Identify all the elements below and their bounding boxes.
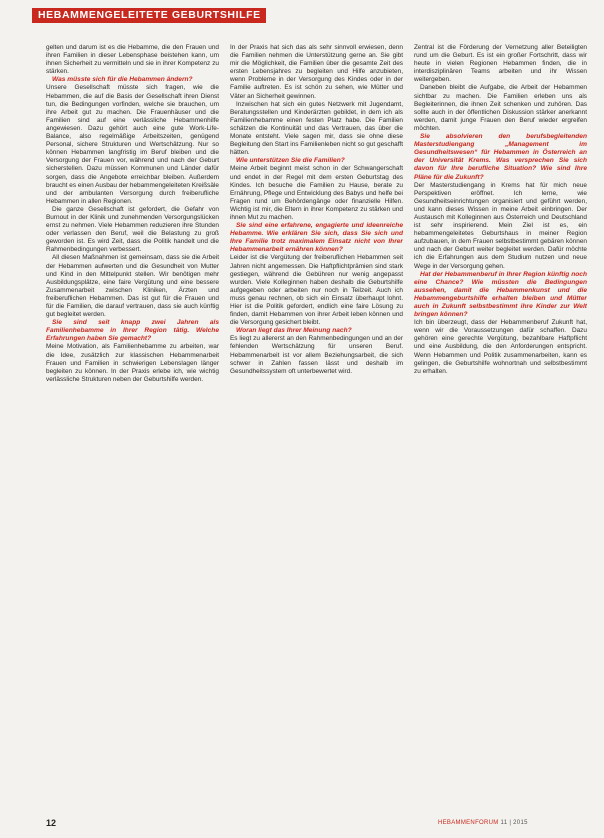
body-paragraph: Meine Motivation, als Familienhebamme zu arbeiten, war die Idee, zusätzlich zur klassischen Hebammenarbeit Frauen und Familien in schwierigen Lebenslagen länger begleiten zu können. In der Praxis erlebe ich, wie wichtig verlässliche Strukturen neben der Geburtshilfe werden.: [46, 343, 219, 383]
magazine-footer: [438, 820, 528, 826]
body-paragraph: Daneben bleibt die Aufgabe, die Arbeit der Hebammen sichtbar zu machen. Die Familien erleben uns als Begleiterinnen, die ihnen Zeit schenken und zuhören. Das sollte auch in der öffentlichen Diskussion stärker anerkannt werden, damit junge Frauen den Beruf wieder ergreifen möchten.: [414, 84, 587, 132]
magazine-issue: 11 | 2015: [500, 820, 528, 826]
interview-question: Woran liegt das Ihrer Meinung nach?: [236, 327, 352, 335]
page-number: 12: [46, 818, 57, 828]
interview-question: Sie absolvieren den berufsbegleitenden Masterstudiengang „Management im Gesundheitswesen“ für Hebammen in Österreich an der Universität Krems. Was versprechen Sie sich davon für Ihre berufliche Situation? Wie sind Ihre Pläne für die Zukunft?: [414, 133, 587, 181]
interview-question: Hat der Hebammenberuf in Ihrer Region künftig noch eine Chance? Wie müssten die Bedingungen aussehen, damit die Hebammenkunst und die Hebammengeburtshilfe erhalten bleiben und Mütter auch in Zukunft selbstbestimmt ihre Kinder zur Welt bringen können?: [414, 270, 587, 319]
magazine-name: HEBAMMENFORUM: [438, 820, 499, 826]
body-paragraph: Zentral ist die Förderung der Vernetzung aller Beteiligten rund um die Geburt. Es ist ein großer Fortschritt, dass wir heute in vielen Regionen Hebammen finden, die in interdisziplinären Teams arbeiten und ihr Wissen weitergeben.: [414, 44, 587, 84]
body-paragraph: Der Masterstudiengang in Krems hat für mich neue Perspektiven eröffnet. Ich lerne, wie Gesundheitseinrichtungen organisiert und geführt werden, und kann dieses Wissen in meine Arbeit einbringen. Der Austausch mit Kolleginnen aus Österreich und Deutschland ist sehr inspirierend. Mein Ziel ist es, ein hebammengeleitetes Geburtshaus in meiner Region aufzubauen, in dem Frauen selbstbestimmt gebären können und nach der Geburt weiter begleitet werden. Dafür möchte ich die Erfahrungen aus dem Studium nutzen und neue Wege in der Versorgung gehen.: [414, 181, 587, 270]
text-column-2: [230, 44, 403, 816]
interview-question: Sie sind seit knapp zwei Jahren als Familienhebamme in Ihrer Region tätig. Welche Erfahrungen haben Sie gemacht?: [46, 319, 219, 343]
body-paragraph: In der Praxis hat sich das als sehr sinnvoll erwiesen, denn die Familien nehmen die Unterstützung gerne an. Sie gibt mir die Möglichkeit, die Familien über die gesamte Zeit des ersten Lebensjahres zu begleiten und Hilfe anzubieten, wenn Probleme in der Versorgung des Kindes oder in der Familie auftreten. Es ist schön zu sehen, wie Mütter und Väter an Sicherheit gewinnen.: [230, 44, 403, 100]
body-paragraph: Ich bin überzeugt, dass der Hebammenberuf Zukunft hat, wenn wir die Voraussetzungen dafür schaffen. Dazu gehören eine gerechte Vergütung, bezahlbare Haftpflicht und eine Ausbildung, die den Anforderungen entspricht. Wenn Hebammen und Politik zusammenarbeiten, kann es gelingen, die Geburtshilfe wohnortnah und selbstbestimmt zu erhalten.: [414, 319, 587, 375]
body-paragraph: Leider ist die Vergütung der freiberuflichen Hebammen seit Jahren nicht angemessen. Die Haftpflichtprämien sind stark gestiegen, während die Gebühren nur wenig angepasst wurden. Viele Kolleginnen haben deshalb die Geburtshilfe aufgegeben oder arbeiten nur noch in Teilzeit. Auch ich muss genau rechnen, ob sich ein Einsatz überhaupt lohnt. Hier ist die Politik gefordert, endlich eine faire Lösung zu finden, damit Hebammen von ihrer Arbeit leben können und die Versorgung gesichert bleibt.: [230, 254, 403, 327]
interview-question: Wie unterstützen Sie die Familien?: [236, 157, 345, 165]
interview-question: Was müsste sich für die Hebammen ändern?: [52, 76, 193, 84]
text-column-3: [414, 44, 587, 816]
body-paragraph: Meine Arbeit beginnt meist schon in der Schwangerschaft und endet in der Regel mit dem ersten Geburtstag des Kindes. Ich besuche die Familien zu Hause, berate zu Ernährung, Pflege und Entwicklung des Babys und helfe bei Fragen rund um Behördengänge oder finanzielle Hilfen. Wichtig ist mir, die Eltern in ihrer Kompetenz zu stärken und ihnen Mut zu machen.: [230, 165, 403, 221]
body-paragraph: Die ganze Gesellschaft ist gefordert, die Gefahr von Burnout in der Klinik und zunehmenden Versorgungslücken ernst zu nehmen. Viele Hebammen reduzieren ihre Stunden oder verlassen den Beruf, weil die Belastung zu groß geworden ist. Es wird Zeit, dass die Politik handelt und die Rahmenbedingungen verbessert.: [46, 205, 219, 254]
body-paragraph: Unsere Gesellschaft müsste sich fragen, wie die Hebammen, die auf die Basis der Gesellschaft ihren Dienst tun, die Bedingungen vorfinden, welche sie brauchen, um ihre Arbeit gut zu machen. Die Frauenhäuser und die Familien sind auf eine verlässliche Hebammenhilfe angewiesen. Dazu gehört auch eine gute Work-Life-Balance, also regelmäßige Arbeitszeiten, genügend Personal, sichere Strukturen und Wertschätzung. Nur so können Hebammen langfristig im Beruf bleiben und die Versorgung der Frauen vor, während und nach der Geburt sicherstellen. Dazu müssen Kommunen und Länder dafür sorgen, dass die Angebote erreichbar bleiben. Außerdem braucht es einen Ausbau der hebammengeleiteten Kreißsäle und der ambulanten Versorgung durch freiberufliche Hebammen in allen Regionen.: [46, 84, 219, 205]
section-header-title: HEBAMMENGELEITETE GEBURTSHILFE: [38, 9, 261, 21]
interview-question: Sie sind eine erfahrene, engagierte und ideenreiche Hebamme. Wie erklären Sie sich, dass Sie sich und Ihre Familie trotz maximalem Einsatz nicht von Ihrer Hebammenarbeit ernähren können?: [230, 222, 403, 254]
body-paragraph: All diesen Maßnahmen ist gemeinsam, dass sie die Arbeit der Hebammen aufwerten und die Gesundheit von Mutter und Kind in den Mittelpunkt stellen. Wir benötigen mehr Ausbildungsplätze, eine faire Vergütung und eine bessere Zusammenarbeit zwischen Kliniken, Ärzten und freiberuflichen Hebammen. Das ist gut für die Frauen und für die Familien, die darauf vertrauen, dass sie auch künftig gut begleitet werden.: [46, 254, 219, 319]
text-column-1: [46, 44, 219, 816]
body-paragraph: gelten und darum ist es die Hebamme, die den Frauen und ihren Familien in dieser Lebensphase beistehen kann, um ihnen Sicherheit zu vermitteln und sie in ihrer Kompetenz zu stärken.: [46, 44, 219, 76]
body-paragraph: Es liegt zu allererst an den Rahmenbedingungen und an der fehlenden Wertschätzung für unseren Beruf. Hebammenarbeit ist vor allem Beziehungsarbeit, die sich schwer in Zahlen fassen lässt und deshalb im Gesundheitssystem oft unterbewertet wird.: [230, 335, 403, 375]
body-paragraph: Inzwischen hat sich ein gutes Netzwerk mit Jugendamt, Beratungsstellen und Kinderärzten gebildet, in dem ich als Familienhebamme einen festen Platz habe. Die Familien schätzen die Kontinuität und das Vertrauen, das über die Monate entsteht. Viele sagen mir, dass sie ohne diese Begleitung den Start ins Familienleben nicht so gut geschafft hätten.: [230, 100, 403, 157]
